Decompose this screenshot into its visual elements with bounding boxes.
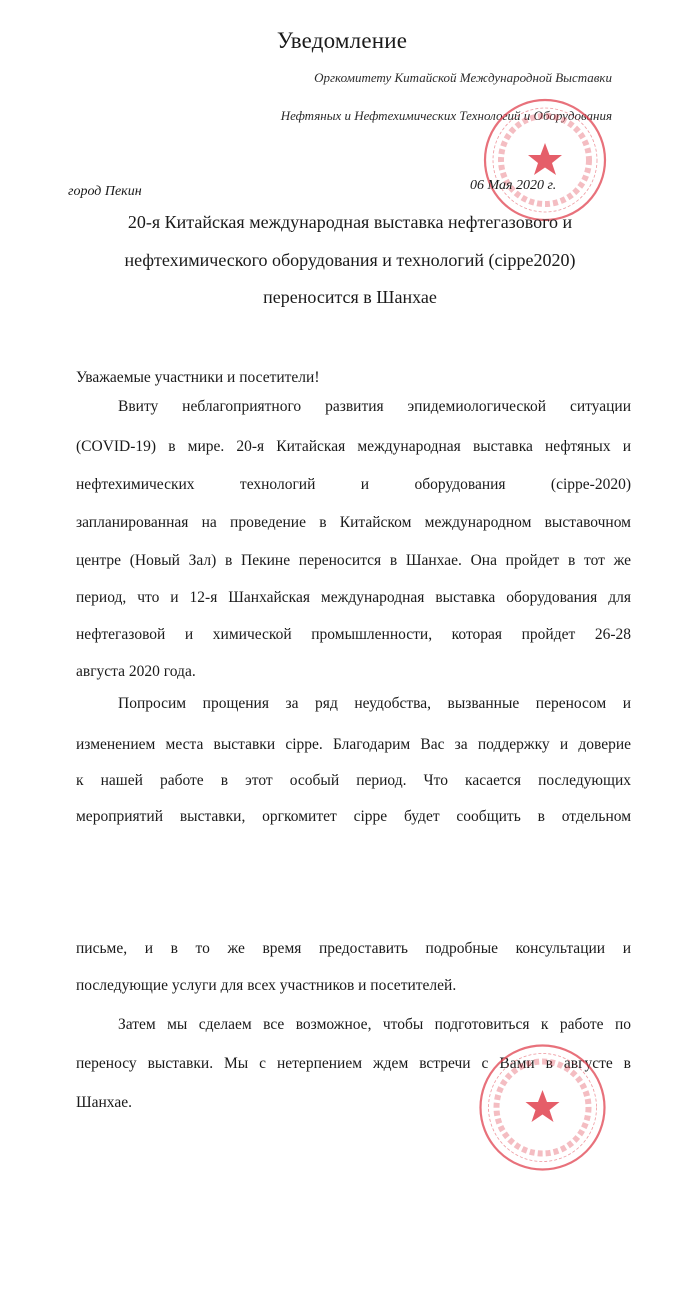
paragraph-1-line: период, что и 12-я Шанхайская международная выставка оборудования для [76,589,631,606]
paragraph-4-line: Шанхае. [76,1094,132,1111]
paragraph-2-line: Попросим прощения за ряд неудобства, вызванные переносом и [118,695,631,712]
heading-line-3: переносится в Шанхае [263,287,437,307]
recipient-line-1: Оргкомитету Китайской Международной Выставки [314,70,612,85]
paragraph-4-line: Затем мы сделаем все возможное, чтобы подготовиться к работе по [118,1016,631,1033]
city: город Пекин [68,184,142,199]
seal-graphic [475,1040,610,1175]
paragraph-2-line: к нашей работе в этот особый период. Что касается последующих [76,772,631,789]
paragraph-1-line: центре (Новый Зал) в Пекине переносится в Шанхае. Она пройдет в тот же [76,552,631,569]
paragraph-1-line: августа 2020 года. [76,663,196,680]
date: 06 Мая 2020 г. [470,178,557,193]
paragraph-2-line: мероприятий выставки, оргкомитет cippe будет сообщить в отдельном [76,808,631,825]
official-seal-bottom [475,1040,610,1175]
paragraph-1-line: запланированная на проведение в Китайском международном выставочном [76,514,631,531]
seal-graphic [480,95,610,225]
heading-line-2: нефтехимического оборудования и технологий (cippe2020) [124,250,576,270]
recipient-line-2: Нефтяных и Нефтехимических Технологий и Оборудования [280,108,612,123]
paragraph-1-line: Ввиту неблагоприятного развития эпидемиологической ситуации [118,398,631,415]
document-title: Уведомление [276,28,408,53]
paragraph-2-line: изменением места выставки cippe. Благодарим Вас за поддержку и доверие [76,736,631,753]
official-seal-top [480,95,610,225]
paragraph-1-line: нефтегазовой и химической промышленности, которая пройдет 26-28 [76,626,631,643]
paragraph-1-line: нефтехимических технологий и оборудования (cippe-2020) [76,476,631,493]
greeting: Уважаемые участники и посетители! [76,369,320,386]
paragraph-3-line: письме, и в то же время предоставить подробные консультации и [76,940,631,957]
paragraph-4-line: переносу выставки. Мы с нетерпением ждем встречи с Вами в августе в [76,1055,631,1072]
paragraph-3-line: последующие услуги для всех участников и посетителей. [76,977,457,994]
paragraph-1-line: (COVID-19) в мире. 20-я Китайская международная выставка нефтяных и [76,438,631,455]
heading-line-1: 20-я Китайская международная выставка нефтегазового и [127,212,573,232]
